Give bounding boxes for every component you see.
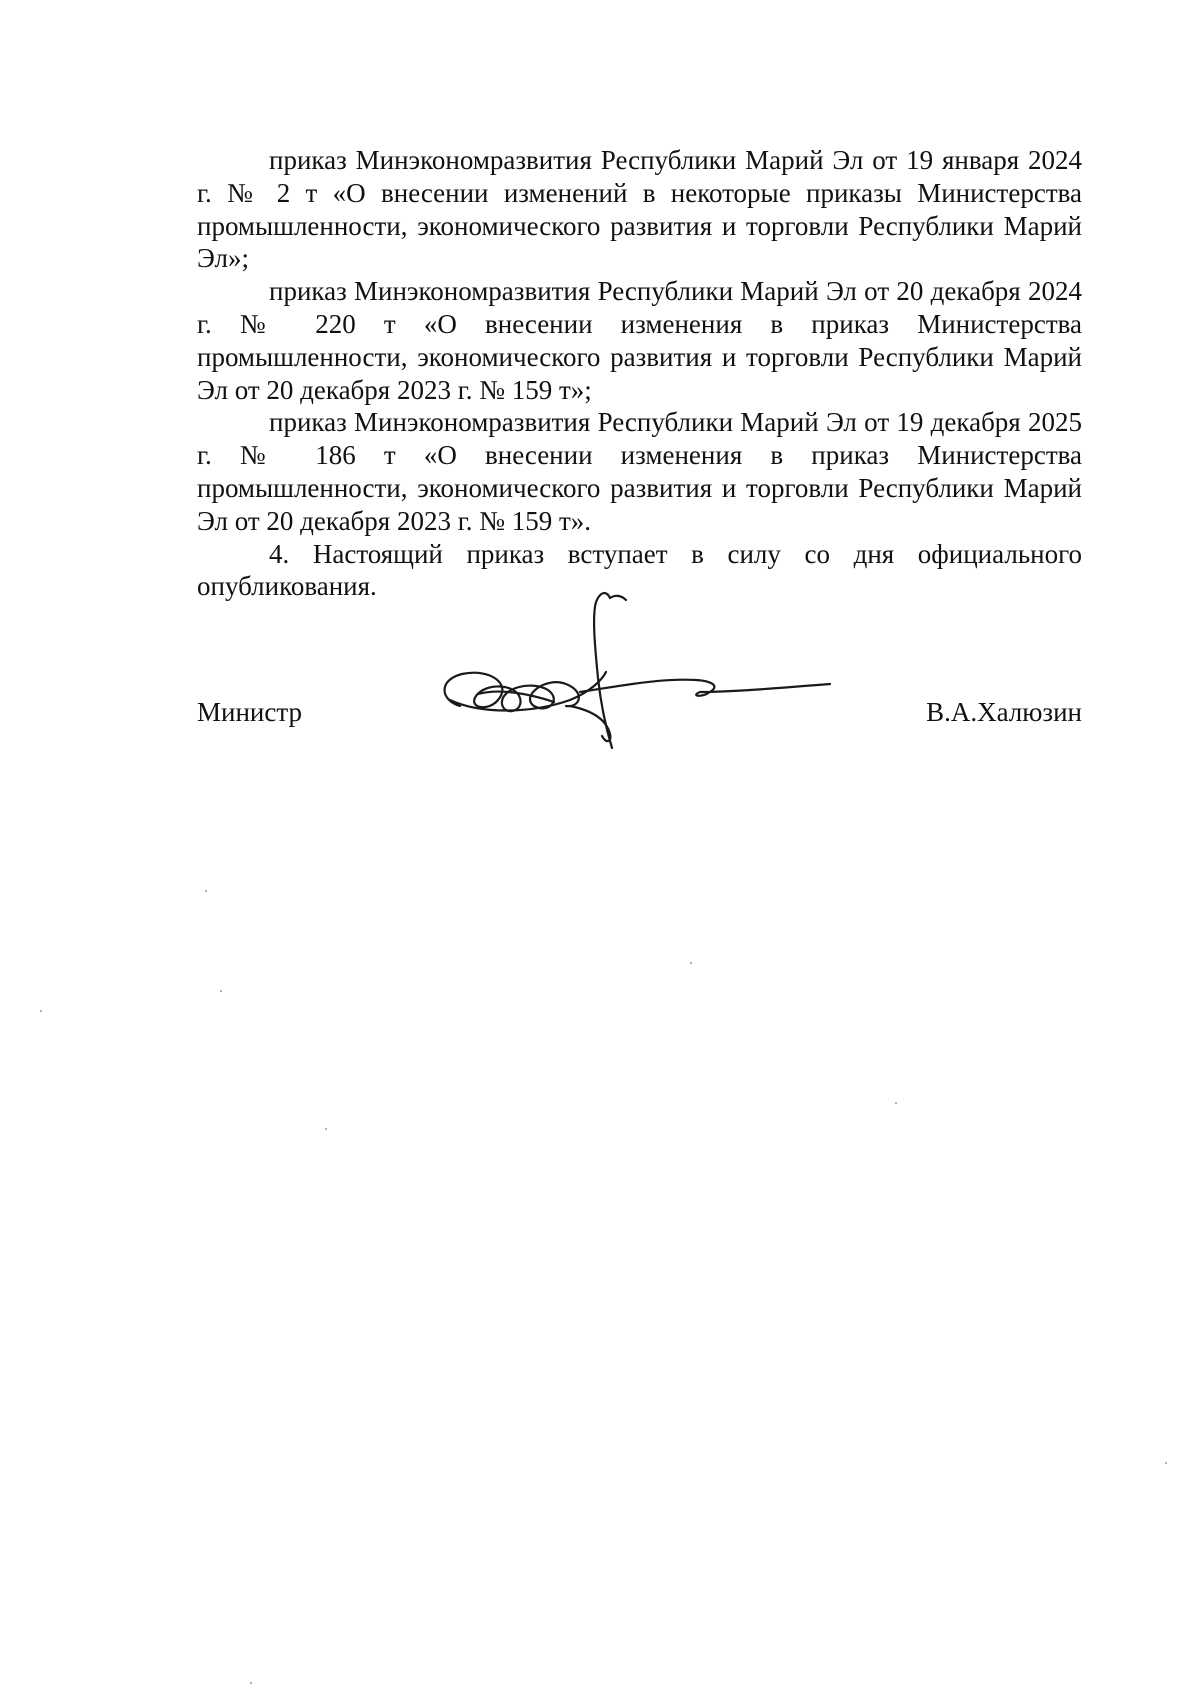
signatory-name: В.А.Халюзин [926, 697, 1082, 727]
paragraph-effective-date: 4. Настоящий приказ вступает в силу со дня официального опубликования. [197, 538, 1082, 602]
scan-speck [220, 990, 222, 992]
paragraph-order-2025-december: приказ Минэкономразвития Республики Марий Эл от 19 декабря 2025 г. № 186 т «О внесении изменения в приказ Министерства промышленности, экономического развития и торговли Республики Марий Эл от 20 декабря 2023 г. № 159 т». [197, 407, 1082, 536]
scan-speck [40, 1010, 42, 1012]
signatory-title: Министр [197, 697, 302, 727]
scan-speck [895, 1102, 897, 1104]
document-body [197, 144, 1082, 603]
scan-speck [325, 1128, 327, 1130]
paragraph-order-2024-january: приказ Минэкономразвития Республики Марий Эл от 19 января 2024 г. № 2 т «О внесении изменений в некоторые приказы Министерства промышленности, экономического развития и торговли Республики Марий Эл»; [197, 145, 1082, 274]
scan-speck [205, 890, 207, 892]
scan-speck [690, 962, 692, 964]
paragraph-order-2024-december: приказ Минэкономразвития Республики Марий Эл от 20 декабря 2024 г. № 220 т «О внесении изменения в приказ Министерства промышленности, экономического развития и торговли Республики Марий Эл от 20 декабря 2023 г. № 159 т»; [197, 276, 1082, 405]
scan-speck [250, 1682, 252, 1684]
handwritten-signature [420, 588, 860, 768]
scan-speck [1165, 1462, 1167, 1464]
